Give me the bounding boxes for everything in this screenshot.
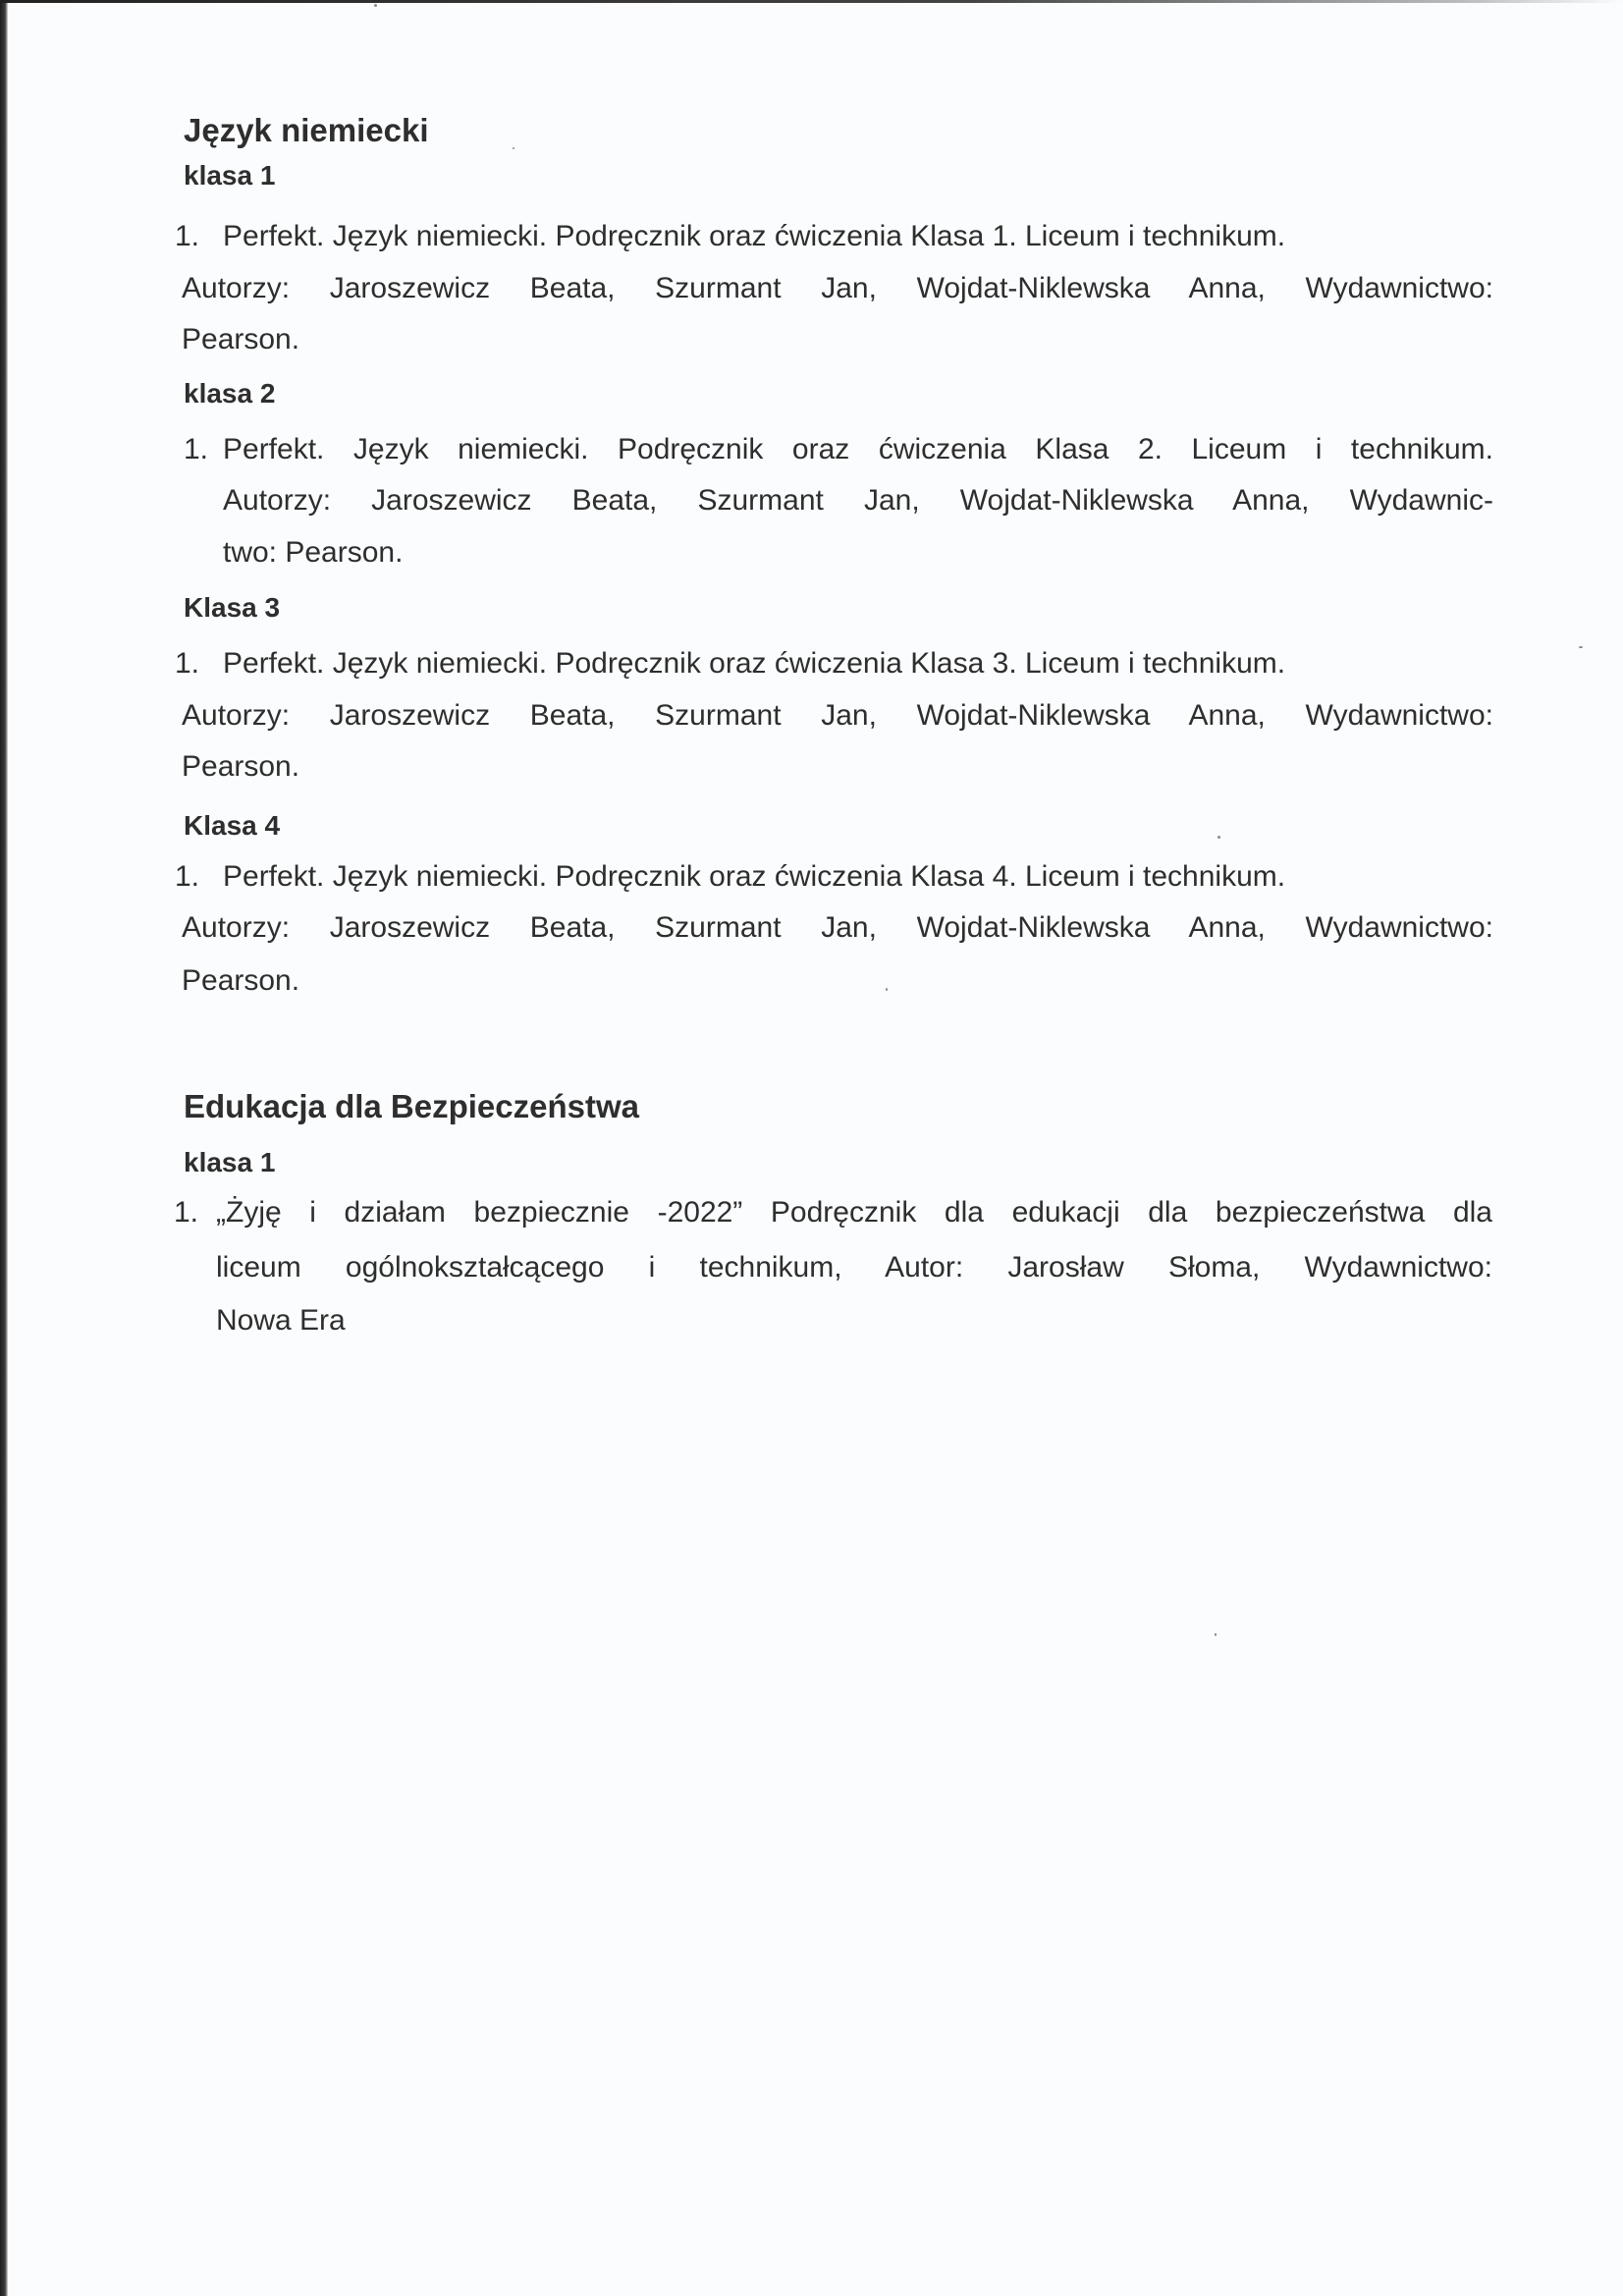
scan-speck: [1579, 646, 1583, 648]
class-label: Klasa 4: [184, 810, 281, 841]
list-number: 1.: [184, 433, 209, 465]
scan-border-top: [0, 0, 1623, 3]
item-line: Autorzy: Jaroszewicz Beata, Szurmant Jan, Wojdat-Niklewska Anna, Wydawnictwo:: [182, 272, 1493, 304]
item-line: two: Pearson.: [223, 536, 404, 569]
scan-speck: [1215, 1633, 1217, 1636]
item-line: „Żyję i działam bezpiecznie -2022” Podręcznik dla edukacji dla bezpieczeństwa dla: [216, 1196, 1492, 1229]
list-number: 1.: [174, 1196, 199, 1229]
item-line: Perfekt. Język niemiecki. Podręcznik oraz ćwiczenia Klasa 3. Liceum i technikum.: [223, 647, 1286, 680]
scan-speck: [374, 4, 377, 7]
class-label: klasa 1: [184, 1147, 276, 1177]
item-line: Pearson.: [182, 323, 300, 355]
section-title: Język niemiecki: [184, 112, 429, 148]
item-line: Perfekt. Język niemiecki. Podręcznik oraz ćwiczenia Klasa 1. Liceum i technikum.: [223, 220, 1286, 252]
item-line: Pearson.: [182, 964, 300, 997]
item-line: Perfekt. Język niemiecki. Podręcznik oraz ćwiczenia Klasa 4. Liceum i technikum.: [223, 860, 1286, 893]
item-line: liceum ogólnokształcącego i technikum, Autor: Jarosław Słoma, Wydawnictwo:: [216, 1251, 1492, 1284]
scan-speck: [513, 147, 514, 149]
section-title: Edukacja dla Bezpieczeństwa: [184, 1088, 640, 1124]
item-line: Pearson.: [182, 750, 300, 783]
scan-border-left: [0, 0, 8, 2296]
item-line: Nowa Era: [216, 1304, 346, 1337]
scan-speck: [886, 988, 888, 991]
list-number: 1.: [175, 860, 200, 893]
item-line: Perfekt. Język niemiecki. Podręcznik oraz ćwiczenia Klasa 2. Liceum i technikum.: [223, 433, 1493, 465]
list-number: 1.: [175, 220, 200, 252]
item-line: Autorzy: Jaroszewicz Beata, Szurmant Jan, Wojdat-Niklewska Anna, Wydawnictwo:: [182, 911, 1493, 944]
list-number: 1.: [175, 647, 200, 680]
class-label: klasa 2: [184, 378, 276, 409]
item-line: Autorzy: Jaroszewicz Beata, Szurmant Jan, Wojdat-Niklewska Anna, Wydawnic-: [223, 484, 1493, 517]
class-label: Klasa 3: [184, 592, 281, 623]
class-label: klasa 1: [184, 160, 276, 191]
scan-speck: [1217, 836, 1220, 839]
item-line: Autorzy: Jaroszewicz Beata, Szurmant Jan, Wojdat-Niklewska Anna, Wydawnictwo:: [182, 699, 1493, 732]
